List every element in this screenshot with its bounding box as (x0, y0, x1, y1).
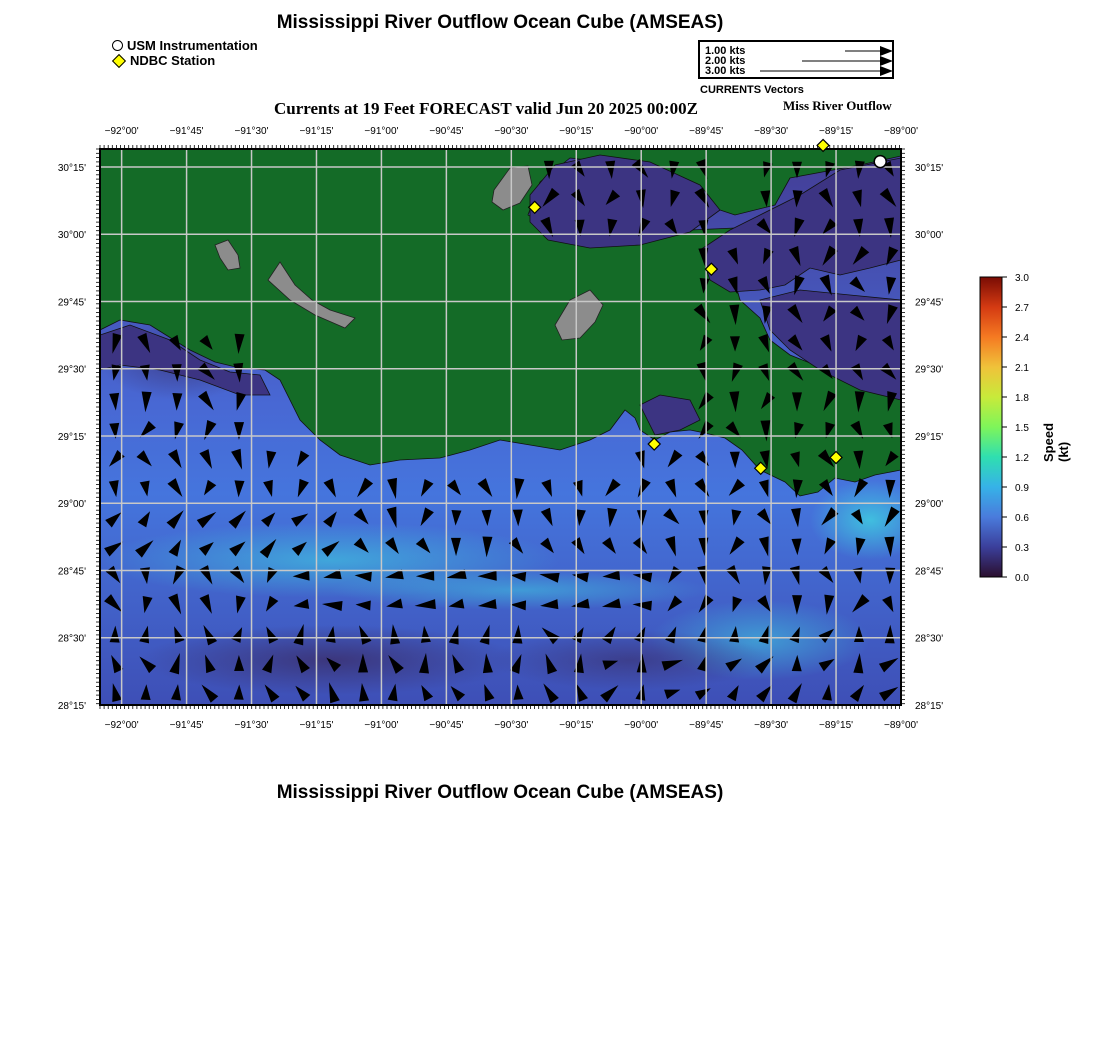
lon-label-bottom: −90°30' (494, 720, 529, 731)
lat-label-left: 30°00' (57, 230, 86, 242)
lon-label-bottom: −89°15' (819, 720, 854, 731)
map-title: Mississippi River Outflow Ocean Cube (AMSEAS) (276, 12, 724, 33)
legend-ndbc-label: NDBC Station (130, 53, 216, 68)
lon-label-bottom: −90°00' (624, 720, 659, 731)
lat-label-left: 29°30' (57, 364, 86, 376)
lon-label-top: −91°30' (234, 126, 269, 137)
lat-label-right: 29°45' (915, 297, 944, 309)
lat-label-right: 30°00' (915, 230, 944, 242)
colorbar-ramp (980, 277, 1002, 577)
region-label: Miss River Outflow (783, 98, 892, 113)
lat-label-right: 29°00' (915, 499, 944, 511)
colorbar-tick-label: 0.0 (1015, 573, 1029, 584)
lat-label-left: 29°00' (57, 499, 86, 511)
lon-label-top: −90°30' (494, 126, 529, 137)
lat-label-right: 29°15' (915, 431, 944, 443)
forecast-subtitle: Currents at 19 Feet FORECAST valid Jun 20 2025 00:00Z (274, 99, 698, 118)
lon-label-top: −91°15' (299, 126, 334, 137)
usm-station-marker[interactable] (874, 156, 886, 168)
lon-label-bottom: −91°30' (234, 720, 269, 731)
lat-label-left: 29°15' (57, 431, 86, 443)
colorbar-tick-label: 2.7 (1015, 303, 1029, 314)
lon-label-top: −90°15' (559, 126, 594, 137)
lon-label-bottom: −91°00' (364, 720, 399, 731)
lon-label-top: −92°00' (104, 126, 139, 137)
colorbar-tick-label: 2.1 (1015, 363, 1029, 374)
lon-label-bottom: −92°00' (104, 720, 139, 731)
vector-legend-row-1: 1.00 kts (705, 45, 746, 57)
lon-label-top: −91°00' (364, 126, 399, 137)
colorbar-tick-label: 3.0 (1015, 273, 1029, 284)
lat-label-right: 28°15' (915, 701, 944, 712)
colorbar-ticks (1002, 273, 1029, 584)
lat-label-left: 29°45' (57, 297, 86, 309)
lat-label-right: 30°15' (915, 162, 944, 174)
lon-label-top: −89°30' (754, 126, 789, 137)
colorbar-tick-label: 0.9 (1015, 483, 1029, 494)
lon-label-top: −91°45' (169, 126, 204, 137)
legend-usm-label: USM Instrumentation (127, 38, 258, 53)
lon-label-top: −89°00' (884, 126, 918, 137)
lon-label-top: −89°45' (689, 126, 724, 137)
colorbar-tick-label: 2.4 (1015, 333, 1029, 344)
lat-label-left: 28°15' (57, 701, 86, 712)
vector-legend-caption: CURRENTS Vectors (700, 84, 804, 96)
lat-label-right: 28°30' (915, 633, 944, 645)
lon-label-bottom: −90°15' (559, 720, 594, 731)
lat-label-left: 28°45' (57, 566, 86, 578)
vector-legend-row-2: 2.00 kts (705, 55, 746, 67)
slow-current-patch (490, 630, 770, 690)
colorbar-tick-label: 1.8 (1015, 393, 1029, 404)
lon-label-bottom: −89°30' (754, 720, 789, 731)
colorbar-tick-label: 0.6 (1015, 513, 1029, 524)
lat-label-left: 28°30' (57, 633, 86, 645)
colorbar (975, 270, 1035, 590)
vector-legend-row-3: 3.00 kts (705, 65, 746, 77)
colorbar-tick-label: 0.3 (1015, 543, 1029, 554)
lon-label-bottom: −89°45' (689, 720, 724, 731)
lon-label-top: −90°45' (429, 126, 464, 137)
lon-label-bottom: −90°45' (429, 720, 464, 731)
colorbar-tick-label: 1.2 (1015, 453, 1029, 464)
second-map-title: Mississippi River Outflow Ocean Cube (AMSEAS) (276, 782, 724, 803)
lon-label-top: −89°15' (819, 126, 854, 137)
lon-label-bottom: −91°15' (299, 720, 334, 731)
lat-label-right: 28°45' (915, 566, 944, 578)
lat-label-right: 29°30' (915, 364, 944, 376)
lon-label-bottom: −89°00' (884, 720, 918, 731)
lon-label-top: −90°00' (624, 126, 659, 137)
lon-label-bottom: −91°45' (169, 720, 204, 731)
lat-label-left: 30°15' (57, 162, 86, 174)
colorbar-title: Speed (kt) (1041, 422, 1071, 462)
colorbar-tick-label: 1.5 (1015, 423, 1029, 434)
